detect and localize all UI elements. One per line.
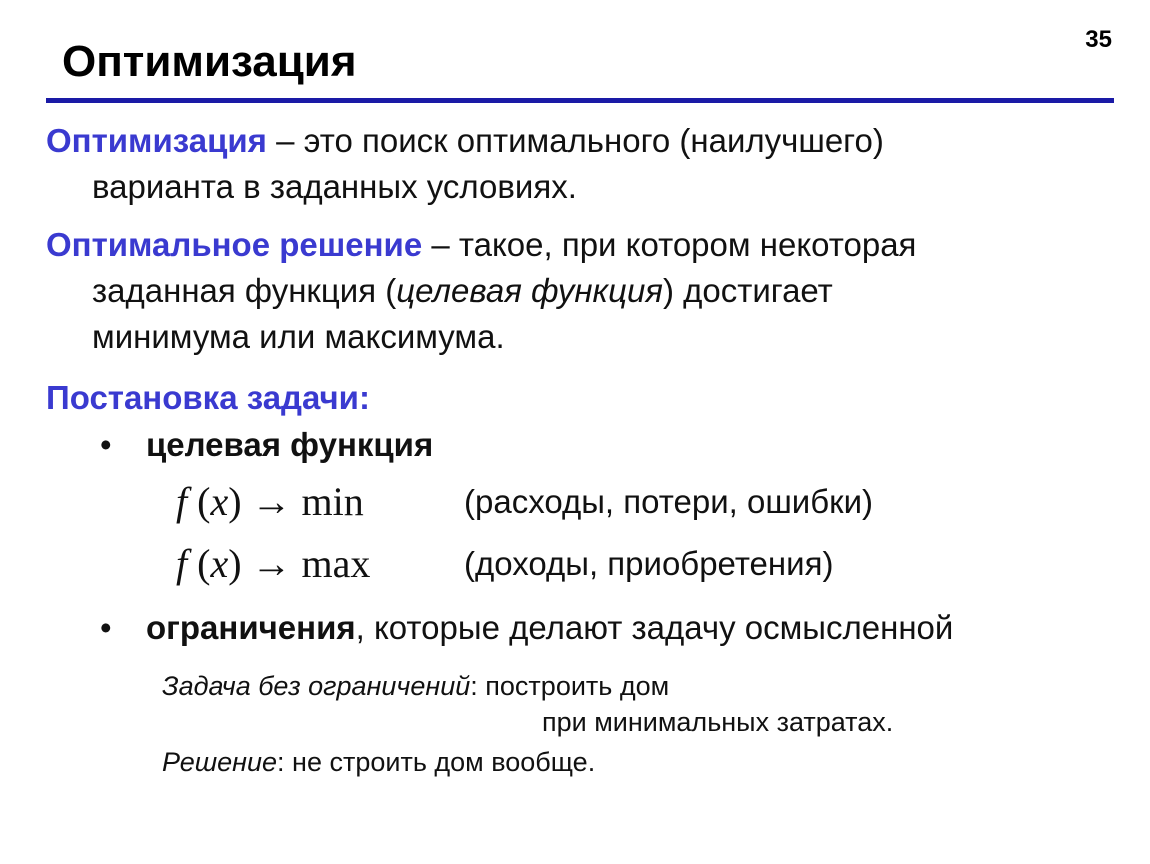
definition-optimization — [46, 118, 884, 210]
formula-symbol: x — [210, 541, 229, 586]
formula-symbol: f — [176, 541, 188, 586]
bullet-objective-function — [100, 422, 433, 468]
definition-text-continued — [46, 268, 916, 314]
bullet-bold-text: ограничения — [146, 609, 356, 646]
formula-operator: max — [301, 541, 371, 586]
example-italic-label: Решение — [162, 747, 278, 777]
formula-paren: ( — [187, 541, 211, 586]
formula-symbol: x — [210, 479, 229, 524]
example-italic-label: Задача без ограничений — [162, 671, 471, 701]
problem-statement-heading: Постановка задачи: — [46, 379, 370, 416]
formula-max — [176, 540, 464, 588]
slide-number: 35 — [1085, 26, 1112, 53]
text-segment: ) достигает — [662, 272, 833, 309]
title-divider — [46, 98, 1114, 103]
definition-text: – такое, при котором некоторая — [422, 226, 917, 263]
example-text: : построить дом — [470, 671, 670, 701]
example-task-continued: при минимальных затратах. — [542, 707, 894, 737]
bullet-constraints — [100, 605, 953, 651]
bullet-marker: • — [100, 426, 112, 463]
formula-operator: min — [301, 479, 364, 524]
formula-row-min — [176, 478, 873, 526]
formula-paren: ) — [228, 541, 242, 586]
slide-title: Оптимизация — [62, 37, 357, 86]
arrow-icon: → — [241, 541, 302, 586]
definition-text: – это поиск оптимального (наилучшего) — [266, 122, 884, 159]
bullet-marker: • — [100, 609, 112, 646]
formula-paren: ) — [228, 479, 242, 524]
formula-note: (расходы, потери, ошибки) — [464, 483, 874, 520]
arrow-icon: → — [241, 479, 302, 524]
formula-symbol: f — [176, 479, 188, 524]
italic-term: целевая функция — [396, 272, 663, 309]
formula-paren: ( — [187, 479, 211, 524]
definition-text-continued: варианта в заданных условиях. — [92, 168, 577, 205]
formula-note: (доходы, приобретения) — [464, 545, 834, 582]
example-text: : не строить дом вообще. — [277, 747, 596, 777]
bullet-bold-text: целевая функция — [146, 426, 434, 463]
example-task — [162, 668, 669, 704]
example-solution — [162, 744, 595, 780]
term-optimal-solution: Оптимальное решение — [46, 226, 423, 263]
bullet-text: , которые делают задачу осмысленной — [355, 609, 954, 646]
term-optimization: Оптимизация — [46, 122, 267, 159]
definition-optimal-solution — [46, 222, 916, 360]
text-segment: заданная функция ( — [92, 272, 397, 309]
formula-min — [176, 478, 464, 526]
definition-text-continued: минимума или максимума. — [92, 318, 505, 355]
formula-row-max — [176, 540, 833, 588]
